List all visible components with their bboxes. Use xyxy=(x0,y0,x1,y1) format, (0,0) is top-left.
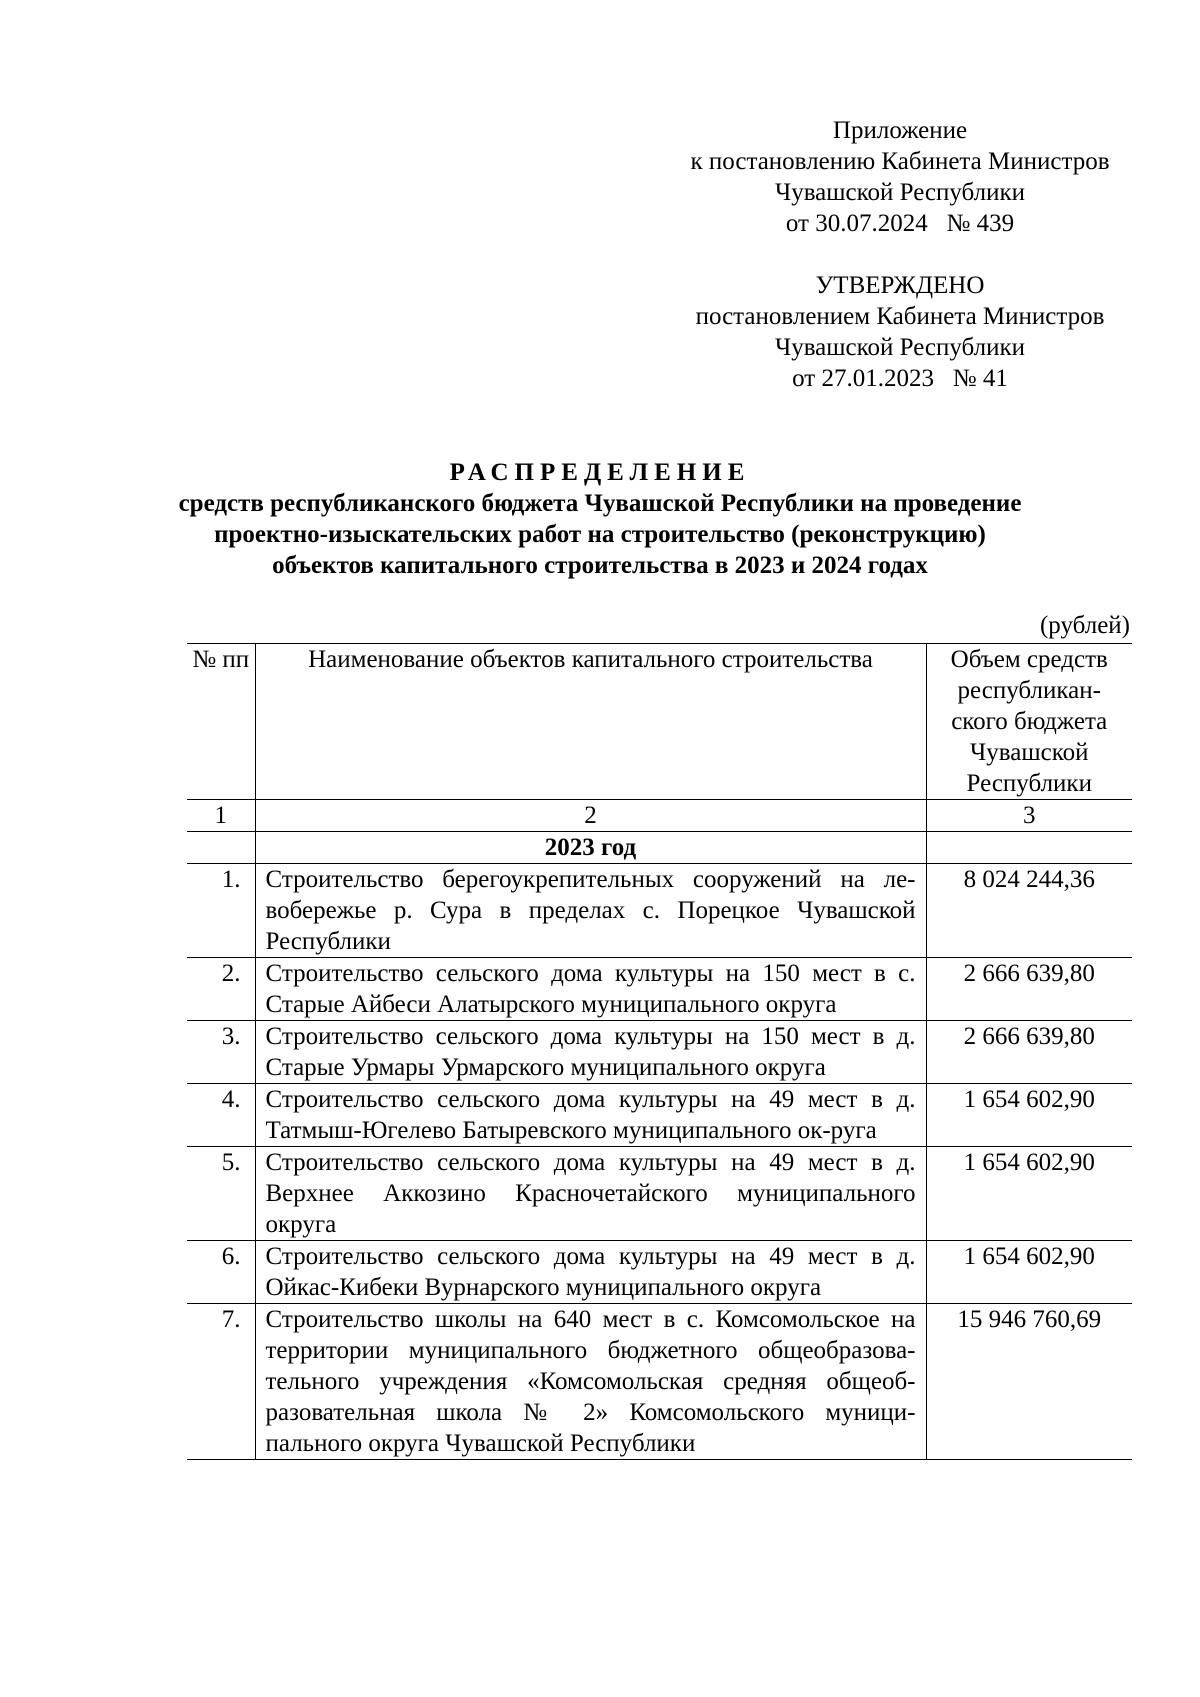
title-line: объектов капитального строительства в 2023 и 2024 годах xyxy=(272,552,928,579)
appendix-line: от 30.07.2024 № 439 xyxy=(785,210,1015,237)
distribution-table xyxy=(187,643,1132,1460)
table-header-row xyxy=(187,644,1132,800)
row-name: Строительство сельского дома культуры на 150 мест в с. Старые Айбеси Алатырского муниципального округа xyxy=(255,958,926,1021)
row-name: Строительство сельского дома культуры на 49 мест в д. Верхнее Аккозино Красночетайского муниципального округа xyxy=(255,1147,926,1241)
table-row xyxy=(187,1084,1132,1147)
document-title xyxy=(150,457,1050,581)
row-num: 1. xyxy=(187,864,255,958)
title-line: проектно-изыскательских работ на строительство (реконструкцию) xyxy=(214,521,986,548)
row-num: 7. xyxy=(187,1304,255,1460)
table-row xyxy=(187,958,1132,1021)
units-label: (рублей) xyxy=(1039,612,1130,639)
row-name: Строительство берегоукрепительных сооружений на ле-вобережье р. Сура в пределах с. Порецкое Чувашской Республики xyxy=(255,864,926,958)
row-amount: 1 654 602,90 xyxy=(926,1241,1132,1304)
row-amount: 8 024 244,36 xyxy=(926,864,1132,958)
row-name: Строительство сельского дома культуры на 49 мест в д. Ойкас-Кибеки Вурнарского муниципального округа xyxy=(255,1241,926,1304)
row-num: 6. xyxy=(187,1241,255,1304)
appendix-line: Приложение xyxy=(832,117,968,144)
row-amount: 1 654 602,90 xyxy=(926,1147,1132,1241)
appendix-line: к постановлению Кабинета Министров xyxy=(690,148,1110,175)
row-amount: 1 654 602,90 xyxy=(926,1084,1132,1147)
row-amount: 2 666 639,80 xyxy=(926,1021,1132,1084)
row-num: 3. xyxy=(187,1021,255,1084)
table-row xyxy=(187,1241,1132,1304)
row-amount: 2 666 639,80 xyxy=(926,958,1132,1021)
table-row xyxy=(187,1304,1132,1460)
table-row xyxy=(187,864,1132,958)
appendix-line: Чувашской Республики xyxy=(774,179,1026,206)
approved-line: Чувашской Республики xyxy=(774,334,1026,361)
year-label: 2023 год xyxy=(255,832,926,864)
year-row xyxy=(187,832,1132,864)
table-row xyxy=(187,1021,1132,1084)
approved-line: постановлением Кабинета Министров xyxy=(695,303,1105,330)
appendix-block xyxy=(640,115,1160,239)
row-name: Строительство сельского дома культуры на 150 мест в д. Старые Урмары Урмарского муниципального округа xyxy=(255,1021,926,1084)
column-index-row xyxy=(187,800,1132,832)
row-name: Строительство школы на 640 мест в с. Комсомольское на территории муниципального бюджетного общеобразова-тельного учреждения «Комсомольская средняя общеоб-разовательная школа № 2» Комсомольского муници-пального округа Чувашской Республики xyxy=(255,1304,926,1460)
year-row-empty xyxy=(187,832,255,864)
row-name: Строительство сельского дома культуры на 49 мест в д. Татмыш-Югелево Батыревского муниципального ок-руга xyxy=(255,1084,926,1147)
column-index: 3 xyxy=(926,800,1132,832)
table-row xyxy=(187,1147,1132,1241)
column-index: 1 xyxy=(187,800,255,832)
approved-line: от 27.01.2023 № 41 xyxy=(792,365,1008,392)
row-num: 2. xyxy=(187,958,255,1021)
title-line: средств республиканского бюджета Чувашской Республики на проведение xyxy=(178,490,1022,517)
header-num: № пп xyxy=(187,644,255,800)
column-index: 2 xyxy=(255,800,926,832)
row-amount: 15 946 760,69 xyxy=(926,1304,1132,1460)
header-amount: Объем средств республикан-ского бюджета Чувашской Республики xyxy=(926,644,1132,800)
approved-line: УТВЕРЖДЕНО xyxy=(815,272,985,299)
approved-block xyxy=(640,270,1160,394)
header-name: Наименование объектов капитального строительства xyxy=(255,644,926,800)
year-row-empty xyxy=(926,832,1132,864)
title-heading: РАСПРЕДЕЛЕНИЕ xyxy=(449,459,751,486)
row-num: 5. xyxy=(187,1147,255,1241)
row-num: 4. xyxy=(187,1084,255,1147)
